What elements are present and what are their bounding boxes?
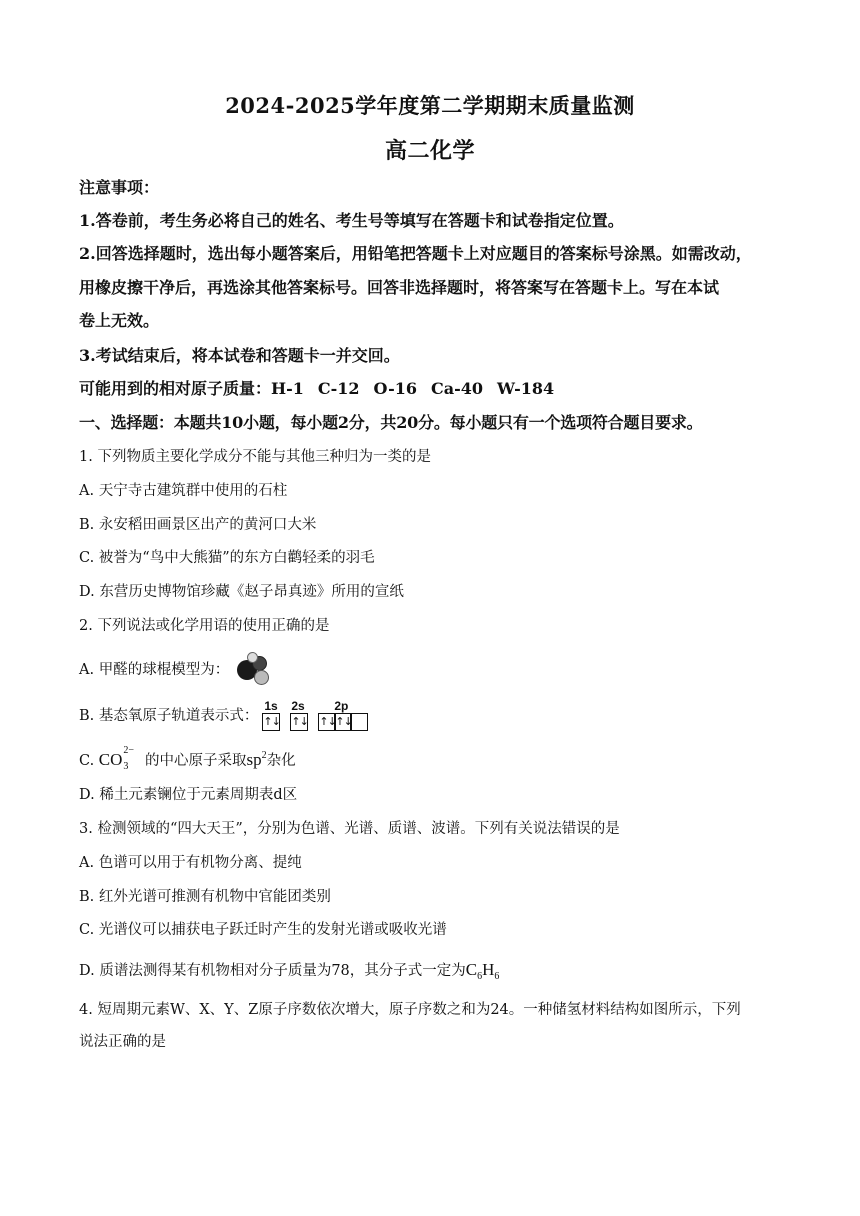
q2-option-a [79,654,800,684]
atomic-mass-c: C-12 [317,379,360,398]
q1-stem: 1. 下列物质主要化学成分不能与其他三种归为一类的是 [79,449,431,465]
q4-stem-line-2: 说法正确的是 [79,1034,166,1050]
q3-option-a: A. 色谱可以用于有机物分离、提纯 [79,855,302,871]
section-1-heading: 一、选择题：本题共10小题，每小题2分，共20分。每小题只有一个选项符合题目要求。 [79,413,703,432]
q4-stem-line-1: 4. 短周期元素W、X、Y、Z原子序数依次增大，原子序数之和为24。一种储氢材料结构如图所示，下列 [79,1002,741,1018]
q2-option-c: C. CO 2− 3 的中心原子采取$sp^2$杂化 [79,745,296,772]
q2-option-d: D. 稀土元素镧位于元素周期表d区 [79,787,298,803]
atomic-masses-label: 可能用到的相对原子质量： [79,379,272,398]
orbital-box-2p-2: ↑↓ [334,713,352,731]
carbonate-ion-formula: CO 2− 3 [98,745,135,772]
atomic-mass-o: O-16 [373,379,417,398]
exam-title: 2024-2025学年度第二学期期末质量监测 [225,93,635,118]
notes-item-2-line-1: 2.回答选择题时，选出每小题答案后，用铅笔把答题卡上对应题目的答案标号涂黑。如需改动， [79,244,752,263]
q2-option-a-text: A. 甲醛的球棍模型为： [79,662,230,678]
atomic-mass-ca: Ca-40 [430,379,483,398]
orbital-label-2p: 2p [334,699,349,713]
q3-option-c: C. 光谱仪可以捕获电子跃迁时产生的发射光谱或吸收光谱 [79,922,447,938]
atomic-mass-h: H-1 [271,379,304,398]
notes-item-1: 1.答卷前，考生务必将自己的姓名、考生号等填写在答题卡和试卷指定位置。 [79,211,624,230]
notes-item-3: 3.考试结束后，将本试卷和答题卡一并交回。 [79,346,400,365]
q3-stem: 3. 检测领域的“四大天王”，分别为色谱、光谱、质谱、波谱。下列有关说法错误的是 [79,821,620,837]
q3-option-d: D. 质谱法测得某有机物相对分子质量为78，其分子式一定为$C_6H_6$ [79,960,500,982]
exam-subject: 高二化学 [384,138,475,164]
orbital-box-1s: ↑↓ [262,713,280,731]
benzene-formula: $C_6H_6$ [465,960,500,982]
orbital-label-1s: 1s [264,699,278,713]
notes-heading: 注意事项： [79,178,160,197]
orbital-label-2s: 2s [291,699,305,713]
q2-option-b [79,698,800,734]
q1-option-b: B. 永安稻田画景区出产的黄河口大米 [79,517,317,533]
notes-item-2-line-3: 卷上无效。 [79,311,160,330]
formaldehyde-ball-stick-model [233,654,275,684]
sp2-hybridization: $sp^2$ [246,750,267,769]
orbital-box-2p-3 [350,713,368,731]
oxygen-orbital-diagram [262,698,382,734]
orbital-box-2p-1: ↑↓ [318,713,336,731]
notes-item-2-line-2: 用橡皮擦干净后，再选涂其他答案标号。回答非选择题时，将答案写在答题卡上。写在本试 [79,278,720,297]
q2-option-b-text: B. 基态氧原子轨道表示式： [79,708,259,724]
q1-option-a: A. 天宁寺古建筑群中使用的石柱 [79,483,288,499]
atomic-mass-w: W-184 [497,379,555,398]
orbital-box-2s: ↑↓ [290,713,308,731]
q1-option-c: C. 被誉为“鸟中大熊猫”的东方白鹳轻柔的羽毛 [79,550,375,566]
atomic-masses [79,379,800,399]
q2-stem: 2. 下列说法或化学用语的使用正确的是 [79,618,330,634]
q1-option-d: D. 东营历史博物馆珍藏《赵子昂真迹》所用的宣纸 [79,584,404,600]
q3-option-b: B. 红外光谱可推测有机物中官能团类别 [79,889,331,905]
